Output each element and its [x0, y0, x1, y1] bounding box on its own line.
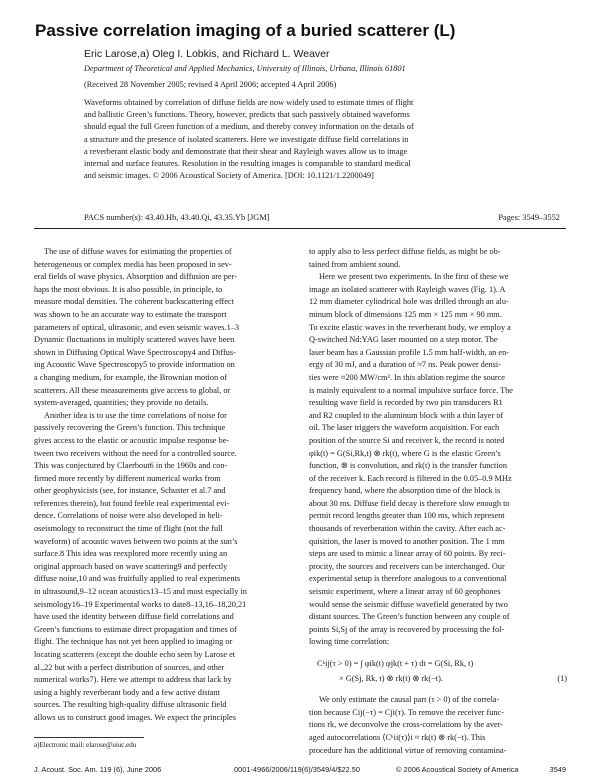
body-line: Another idea is to use the time correlations of noise for [44, 410, 227, 420]
body-line: To excite elastic waves in the reverberant body, we employ a [309, 322, 511, 332]
body-line: resulting wave field is recorded by two pin transducers R1 [309, 398, 503, 408]
body-line: system-averaged, quantities; they provide no details. [34, 398, 209, 408]
abstract-line: a structure and the presence of isolated scatterers. Here we investigate diffuse field correlations in [84, 134, 409, 144]
body-line: al.,22 but with a perfect distribution of sources, and other [34, 662, 225, 672]
body-line: distant sources. The Green’s function between any couple of [309, 612, 510, 622]
abstract-line: a reverberant elastic body and demonstrate that their shear and Rayleigh waves allow us to image [84, 146, 408, 156]
body-line: passively recovering the Green’s function. This technique [34, 423, 226, 433]
body-line: steps are used to mimic a linear array of 60 points. By reci- [309, 549, 506, 559]
body-line: measure modal densities. The coherent backscattering effect [34, 297, 234, 307]
paper-title: Passive correlation imaging of a buried scatterer (L) [35, 21, 456, 40]
body-line: shown in Diffusing Optical Wave Spectroscopy4 and Diffus- [34, 347, 236, 357]
footer-code: 0001-4966/2006/119(6)/3549/4/$22.50 [234, 765, 361, 774]
body-line: have used the identity between diffuse field correlations and [34, 612, 234, 622]
body-line: other geophysicists (see, for instance, Schuster et al.7 and [34, 486, 226, 496]
body-line: points Si,Sj of the array is recovered by processing the fol- [309, 624, 505, 634]
equation-line-2 [309, 672, 567, 687]
affiliation: Department of Theoretical and Applied Mechanics, University of Illinois, Urbana, Illinois 61801 [84, 64, 406, 73]
body-line: in ultrasound,9–12 ocean acoustics13–15 and most especially in [34, 587, 247, 597]
received-dates: (Received 28 November 2005; revised 4 April 2006; accepted 4 April 2006) [84, 80, 337, 89]
body-line: original approach based on wave scattering9 and perfectly [34, 561, 228, 571]
body-line: laser beam has a Gaussian profile 1.5 mm half-width, an en- [309, 347, 509, 357]
body-line: and R2 coupled to the aluminum block with a thin layer of [309, 410, 504, 420]
body-line: locating scatterers (except the double echo seen by Larose et [34, 650, 236, 659]
body-line: procedure has the additional virtue of removing contamina- [309, 745, 507, 755]
left-column [34, 246, 292, 725]
footer-journal: J. Acoust. Soc. Am. 119 (6), June 2006 [34, 765, 162, 774]
body-line: Here we present two experiments. In the first of these we [319, 272, 509, 282]
body-line: seismology16–19 Experimental works to date8–13,16–18,20,21 [34, 599, 247, 609]
body-line: heterogeneous or complex media has been proposed in sev- [34, 259, 232, 269]
body-line: was shown to be an accurate way to estimate the transport [34, 309, 227, 319]
equation-number: (1) [557, 673, 567, 683]
body-line: flight. The technique has not yet been applied to imaging or [34, 637, 233, 647]
body-line: thousands of reverberation within the cavity. After each ac- [309, 524, 506, 534]
body-line: oil. The laser triggers the waveform acquisition. For each [309, 423, 500, 433]
body-line: Green’s functions to estimate direct propagation and times of [34, 624, 237, 634]
body-line: tween two receivers without the need for a controlled source. [34, 448, 237, 458]
body-line: ties were ≈200 MW/cm². In this ablation regime the source [309, 372, 505, 382]
equation-text: × G(Sj, Rk, t) ⊗ rk(t) ⊗ rk(−t). [339, 673, 443, 683]
body-line: surface.8 This idea was reexplored more recently using an [34, 549, 228, 559]
body-line: diffuse noise,10 and was fruitfully applied to real experiments [34, 574, 241, 584]
abstract-line: internal and surface features. Resolution in the resulting images is comparable to standard medical [84, 158, 411, 168]
body-line: Q-switched Nd:YAG laser mounted on a step motor. The [309, 335, 498, 345]
body-line: lowing time correlation: [309, 637, 390, 647]
body-line: a changing medium, for example, the Brownian motion of [34, 372, 228, 382]
body-line: We only estimate the causal part (τ > 0) of the correla- [319, 695, 500, 705]
equation-line-1: Cᵏij(τ > 0) = ∫ φik(t) φjk(t + τ) dt = G(Si, Rk, t) [317, 659, 474, 668]
body-line: seismic experiment, where a linear array of 60 geophones [309, 587, 501, 597]
body-line: waveform) of acoustic waves between two points at the sun’s [34, 536, 238, 546]
body-line: eral fields of wave physics. Absorption and diffusion are per- [34, 272, 237, 282]
body-line: minum block of dimensions 125 mm × 125 mm × 90 mm. [309, 309, 502, 319]
body-line: haps the most obvious. It is also possible, in principle, to [34, 284, 223, 294]
abstract-line: should equal the full Green function of a medium, and thereby convey information on the details of [84, 122, 414, 132]
footnote-divider [34, 737, 144, 738]
body-line: scatterers. All these measurements give access to global, or [34, 385, 231, 395]
body-line: The use of diffuse waves for estimating the properties of [44, 247, 232, 256]
body-line: 12 mm diameter cylindrical hole was drilled through an alu- [309, 297, 509, 307]
body-line: φik(t) = G(Si,Rk,t) ⊗ rk(t), where G is the elastic Green’s [309, 448, 501, 458]
body-line: quisition, the laser is moved to another position. The 1 mm [309, 536, 505, 546]
body-line: parameters of optical, ultrasonic, and even seismic waves.1–3 [34, 322, 240, 332]
body-line: is mainly equivalent to a normal impulsive surface force. The [309, 385, 513, 395]
body-line: tions rk, we deconvolve the cross-correlations by the aver- [309, 720, 504, 730]
header-divider [34, 228, 566, 229]
body-line: frequency band, where the absorption time of the block is [309, 486, 501, 496]
body-line: of the receiver k. Each record is filtered in the 0.05–0.9 MHz [309, 473, 512, 483]
body-line: ergy of 30 mJ, and a duration of ≈7 ns. Peak power densi- [309, 360, 501, 370]
body-line: tion because Cij(−τ) = Cji(τ). To remove the receiver func- [309, 707, 504, 717]
body-line: about 30 ms. Diffuse field decay is therefore slow enough to [309, 498, 510, 508]
abstract-line: Waveforms obtained by correlation of diffuse fields are now widely used to estimate times of flight [84, 98, 414, 107]
body-line: sources. The resulting high-quality diffuse ultrasonic field [34, 700, 227, 710]
body-line: Dynamic fluctuations in multiply scattered waves have been [34, 335, 235, 345]
body-line: This was conjectured by Claerbout6 in the 1960s and con- [34, 461, 228, 471]
body-line: gives access to the elastic or acoustic impulse response be- [34, 435, 230, 445]
body-line: firmed more recently by different numerical works from [34, 473, 221, 483]
body-line: position of the source Si and receiver k, the record is noted [309, 435, 505, 445]
body-line: dence. Correlations of noise were also developed in heli- [34, 511, 223, 521]
body-line: references therein), but found feeble real experimental evi- [34, 498, 230, 508]
pacs-numbers: PACS number(s): 43.40.Hb, 43.40.Qi, 43.35.Yb [JGM] [84, 213, 270, 222]
body-line: procity, the sources and receivers can be interchanged. Our [309, 561, 505, 571]
abstract-line: and ballistic Green’s functions. Theory, however, predicts that such passively obtained waveforms [84, 110, 410, 120]
author-list: Eric Larose,a) Oleg I. Lobkis, and Richard L. Weaver [84, 48, 330, 60]
body-line: numerical works7). Here we attempt to address that lack by [34, 675, 232, 685]
body-line: tained from ambient sound. [309, 259, 401, 269]
abstract [84, 97, 560, 182]
right-column [309, 246, 567, 757]
body-line: ing Acoustic Wave Spectroscopy5 to provide information on [34, 360, 235, 370]
footnote-email: a)Electronic mail: elarose@uiuc.edu [34, 741, 137, 749]
abstract-line: and seismic images. © 2006 Acoustical Society of America. [DOI: 10.1121/1.2200049] [84, 171, 374, 181]
body-line: image an isolated scatterer with Rayleigh waves (Fig. 1). A [309, 284, 506, 294]
body-line: allows us to construct good images. We expect the principles [34, 712, 236, 722]
body-line: would sense the seismic diffuse wavefield generated by two [309, 599, 508, 609]
footer-page-number: 3549 [549, 765, 566, 774]
body-line: permit record lengths greater than 100 ms, which represent [309, 511, 505, 521]
footer-copyright: © 2006 Acoustical Society of America [396, 765, 519, 774]
body-line: using a highly reverberant body and a few active distant [34, 687, 220, 697]
body-line: function, ⊗ is convolution, and rk(t) is the transfer function [309, 461, 507, 471]
body-line: experimental setup is therefore analogous to a conventional [309, 574, 507, 584]
body-line: aged autocorrelations ⟨Cᵏii(τ)⟩i ≈ rk(t) ⊗ rk(−t). This [309, 732, 486, 742]
page-range: Pages: 3549–3552 [498, 213, 560, 222]
body-line: oseismology to reconstruct the time of flight (not the full [34, 524, 223, 534]
body-line: to apply also to less perfect diffuse fields, as might be ob- [309, 247, 501, 256]
